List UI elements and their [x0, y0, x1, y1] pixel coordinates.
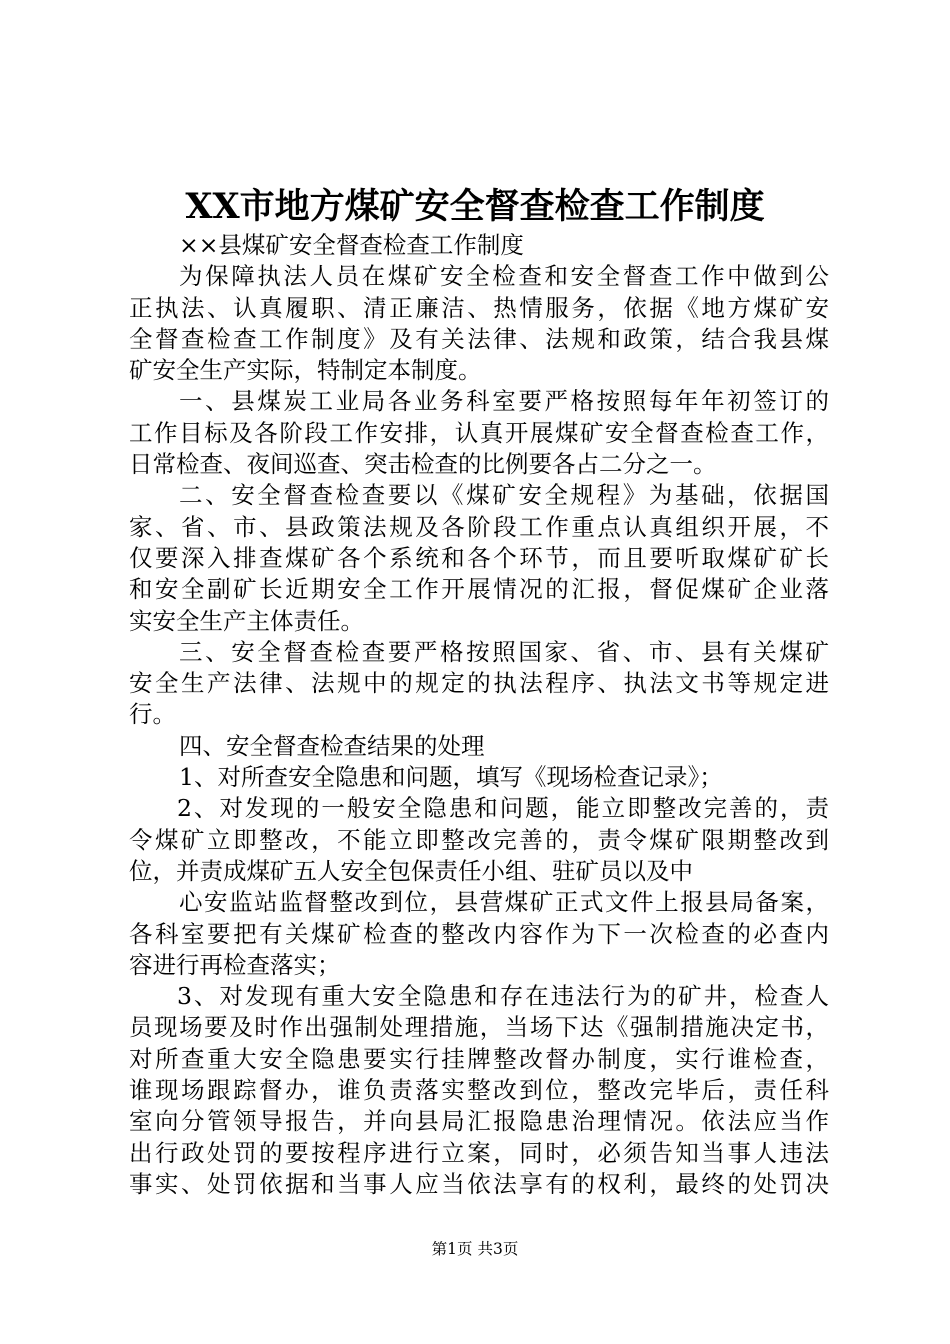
body-line: 行。 — [129, 700, 176, 729]
body-line: 工作目标及各阶段工作安排，认真开展煤矿安全督查检查工作， — [129, 418, 829, 447]
body-line: 全督查检查工作制度》及有关法律、法规和政策，结合我县煤 — [129, 324, 829, 353]
body-line: 心安监站监督整改到位，县营煤矿正式文件上报县局备案， — [179, 888, 829, 917]
body-line: 令煤矿立即整改，不能立即整改完善的，责令煤矿限期整改到 — [129, 825, 829, 854]
body-line: 3、对发现有重大安全隐患和存在违法行为的矿井，检查人 — [177, 982, 829, 1011]
body-line: 容进行再检查落实； — [129, 950, 341, 979]
body-line: 事实、处罚依据和当事人应当依法享有的权利，最终的处罚决 — [129, 1169, 829, 1198]
body-line: 仅要深入排查煤矿各个系统和各个环节，而且要听取煤矿矿长 — [129, 543, 829, 572]
body-line: 日常检查、夜间巡查、突击检查的比例要各占二分之一。 — [129, 450, 717, 479]
body-line: 正执法、认真履职、清正廉洁、热情服务，依据《地方煤矿安 — [129, 293, 829, 322]
body-line: 安全生产法律、法规中的规定的执法程序、执法文书等规定进 — [129, 669, 829, 698]
document-title: XX市地方煤矿安全督查检查工作制度 — [185, 186, 765, 227]
body-line: 各科室要把有关煤矿检查的整改内容作为下一次检查的必查内 — [129, 919, 829, 948]
body-line: 三、安全督查检查要严格按照国家、省、市、县有关煤矿 — [179, 637, 829, 666]
body-line: 为保障执法人员在煤矿安全检查和安全督查工作中做到公 — [179, 262, 829, 291]
body-line: 实安全生产主体责任。 — [129, 606, 364, 635]
body-line: 一、县煤炭工业局各业务科室要严格按照每年年初签订的 — [179, 387, 829, 416]
body-line: 位，并责成煤矿五人安全包保责任小组、驻矿员以及中 — [129, 856, 693, 885]
body-line: 室向分管领导报告，并向县局汇报隐患治理情况。依法应当作 — [129, 1107, 829, 1136]
document-body — [129, 230, 829, 1200]
body-line: 出行政处罚的要按程序进行立案，同时，必须告知当事人违法 — [129, 1138, 829, 1167]
page-footer: 第1页 共3页 — [431, 1240, 519, 1258]
body-line: 矿安全生产实际，特制定本制度。 — [129, 356, 482, 385]
body-line: 和安全副矿长近期安全工作开展情况的汇报，督促煤矿企业落 — [129, 575, 829, 604]
body-line: 四、安全督查检查结果的处理 — [179, 731, 485, 760]
body-line: 1、对所查安全隐患和问题，填写《现场检查记录》； — [179, 763, 723, 792]
body-line: 对所查重大安全隐患要实行挂牌整改督办制度，实行谁检查， — [129, 1044, 829, 1073]
body-line: 员现场要及时作出强制处理措施，当场下达《强制措施决定书， — [129, 1013, 829, 1042]
body-line: ××县煤矿安全督查检查工作制度 — [179, 231, 524, 259]
body-line: 2、对发现的一般安全隐患和问题，能立即整改完善的，责 — [177, 794, 829, 823]
body-line: 谁现场跟踪督办，谁负责落实整改到位，整改完毕后，责任科 — [129, 1076, 829, 1105]
body-line: 家、省、市、县政策法规及各阶段工作重点认真组织开展，不 — [129, 512, 829, 541]
body-line: 二、安全督查检查要以《煤矿安全规程》为基础，依据国 — [179, 481, 829, 510]
